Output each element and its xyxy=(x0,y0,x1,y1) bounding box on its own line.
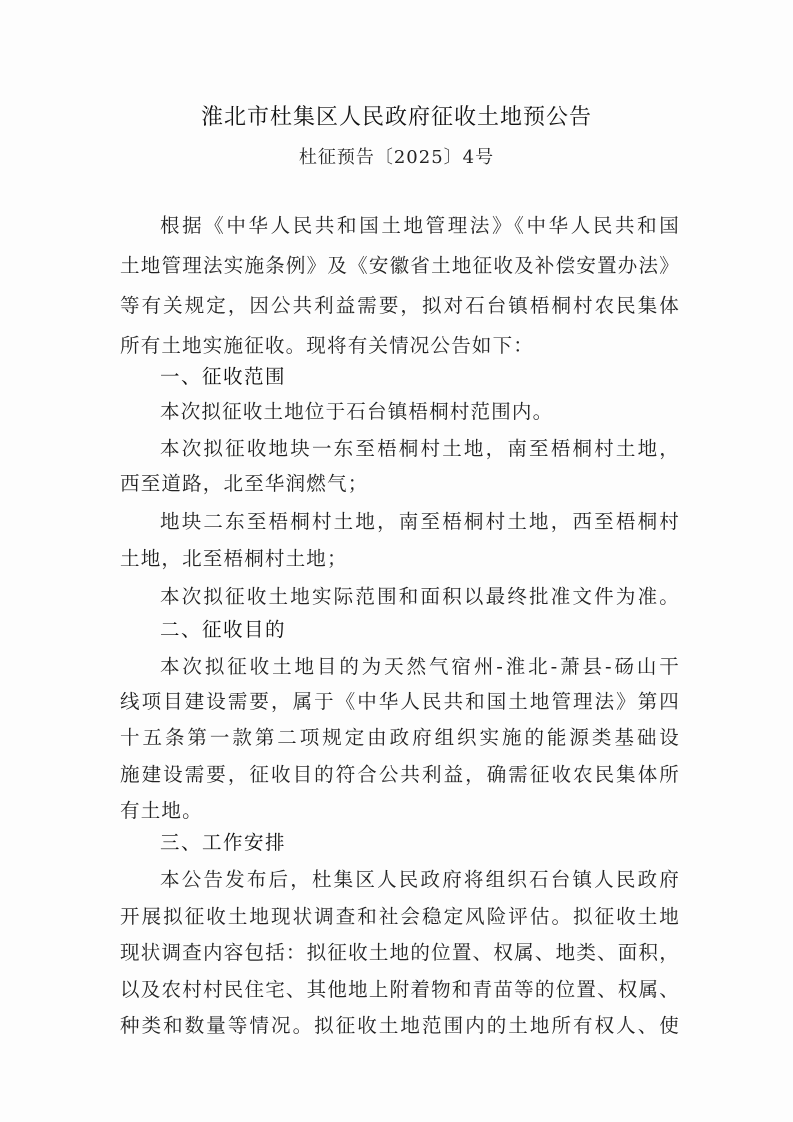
section-heading: 二、征收目的 xyxy=(160,618,287,641)
paragraph-line: 施建设需要，征收目的符合公共利益，确需征收农民集体所 xyxy=(120,763,680,786)
paragraph-line: 本次拟征收土地实际范围和面积以最终批准文件为准。 xyxy=(160,585,680,608)
document-number: 杜征预告〔2025〕4号 xyxy=(298,147,495,168)
paragraph-line: 根据《中华人民共和国土地管理法》《中华人民共和国 xyxy=(160,214,680,237)
paragraph-line: 土地，北至梧桐村土地； xyxy=(120,547,348,570)
section-heading: 三、工作安排 xyxy=(160,831,287,854)
page-title: 淮北市杜集区人民政府征收土地预公告 xyxy=(200,105,592,130)
paragraph-line: 以及农村村民住宅、其他地上附着物和青苗等的位置、权属、 xyxy=(120,978,680,1001)
paragraph-line: 种类和数量等情况。拟征收土地范围内的土地所有权人、使 xyxy=(120,1014,680,1037)
paragraph-line: 十五条第一款第二项规定由政府组织实施的能源类基础设 xyxy=(120,726,680,749)
paragraph-line: 现状调查内容包括：拟征收土地的位置、权属、地类、面积， xyxy=(120,941,680,964)
paragraph-line: 有土地。 xyxy=(120,799,203,822)
paragraph-line: 西至道路，北至华润燃气； xyxy=(120,472,369,495)
section-heading: 一、征收范围 xyxy=(160,365,287,388)
paragraph-line: 本次拟征收土地目的为天然气宿州-淮北-萧县-砀山干 xyxy=(160,655,680,678)
paragraph-line: 线项目建设需要，属于《中华人民共和国土地管理法》第四 xyxy=(120,690,680,713)
paragraph-line: 本公告发布后，杜集区人民政府将组织石台镇人民政府 xyxy=(160,868,680,891)
paragraph-line: 等有关规定，因公共利益需要，拟对石台镇梧桐村农民集体 xyxy=(120,294,680,317)
paragraph-line: 本次拟征收土地位于石台镇梧桐村范围内。 xyxy=(160,400,554,423)
paragraph-line: 土地管理法实施条例》及《安徽省土地征收及补偿安置办法》 xyxy=(120,254,680,277)
paragraph-line: 地块二东至梧桐村土地，南至梧桐村土地，西至梧桐村 xyxy=(160,510,680,533)
paragraph-line: 本次拟征收地块一东至梧桐村土地，南至梧桐村土地， xyxy=(160,437,680,460)
paragraph-line: 开展拟征收土地现状调查和社会稳定风险评估。拟征收土地 xyxy=(120,905,680,928)
paragraph-line: 所有土地实施征收。现将有关情况公告如下： xyxy=(120,334,535,357)
